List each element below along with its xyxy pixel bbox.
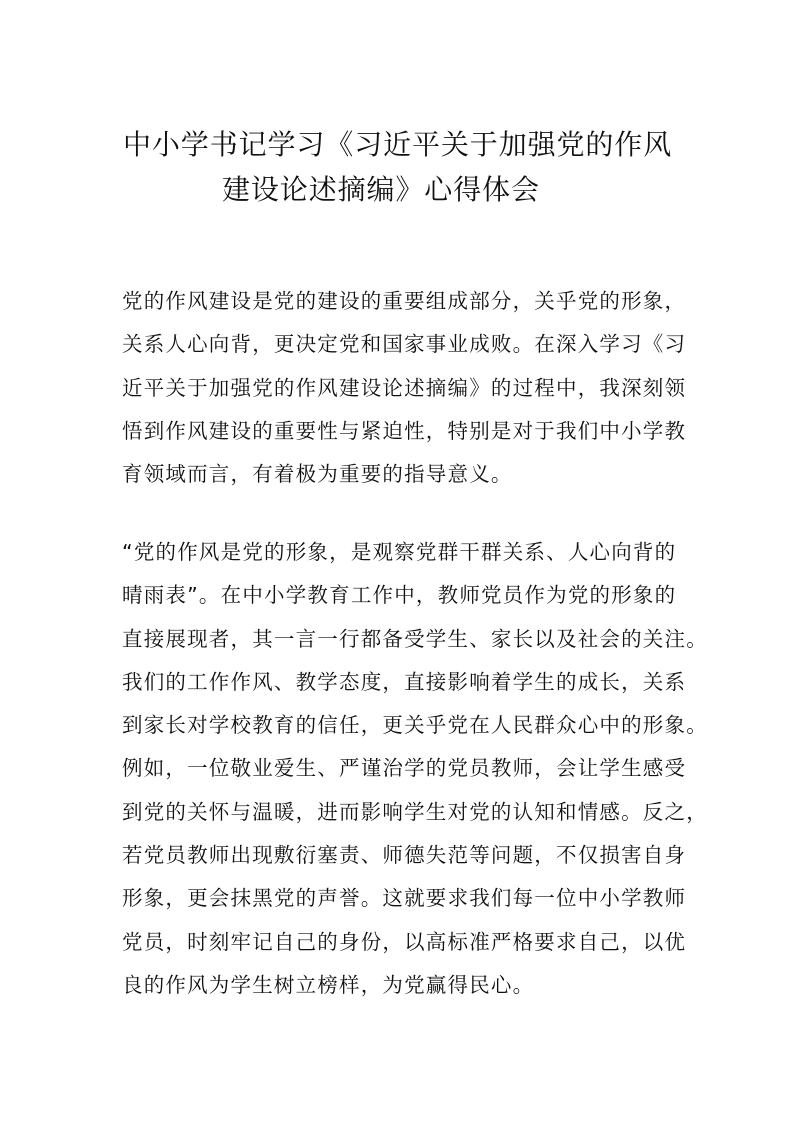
text-line: 关系人心向背，更决定党和国家事业成败。在深入学习《习 bbox=[122, 332, 687, 357]
title-line-1: 中小学书记学习《习近平关于加强党的作风 bbox=[123, 128, 673, 161]
text-line: 形象，更会抹黑党的声誉。这就要求我们每一位中小学教师 bbox=[122, 886, 687, 911]
text-line: 良的作风为学生树立榜样，为党赢得民心。 bbox=[122, 972, 535, 997]
text-line: 晴雨表”。在中小学教育工作中，教师党员作为党的形象的 bbox=[122, 583, 677, 608]
text-line: 悟到作风建设的重要性与紧迫性，特别是对于我们中小学教 bbox=[122, 418, 687, 443]
text-line: 到家长对学校教育的信任，更关乎党在人民群众心中的形象。 bbox=[122, 713, 708, 738]
text-line: 我们的工作作风、教学态度，直接影响着学生的成长，关系 bbox=[122, 669, 687, 694]
text-line: 党员，时刻牢记自己的身份，以高标准严格要求自己，以优 bbox=[122, 929, 687, 954]
paragraph-2 bbox=[122, 531, 708, 1007]
text-line: 育领域而言，有着极为重要的指导意义。 bbox=[122, 462, 513, 487]
text-line: 例如，一位敬业爱生、严谨治学的党员教师，会让学生感受 bbox=[122, 756, 687, 781]
text-line: 近平关于加强党的作风建设论述摘编》的过程中，我深刻领 bbox=[122, 375, 687, 400]
paragraph-1 bbox=[122, 280, 687, 496]
text-line: 若党员教师出现敷衍塞责、师德失范等问题，不仅损害自身 bbox=[122, 843, 687, 868]
text-line: 党的作风建设是党的建设的重要组成部分，关乎党的形象， bbox=[122, 289, 687, 313]
text-line: 直接展现者，其一言一行都备受学生、家长以及社会的关注。 bbox=[122, 626, 708, 651]
text-line: “党的作风是党的形象，是观察党群干群关系、人心向背的 bbox=[122, 540, 677, 564]
text-line: 到党的关怀与温暖，进而影响学生对党的认知和情感。反之， bbox=[122, 799, 708, 824]
title-line-2: 建设论述摘编》心得体会 bbox=[222, 173, 540, 206]
